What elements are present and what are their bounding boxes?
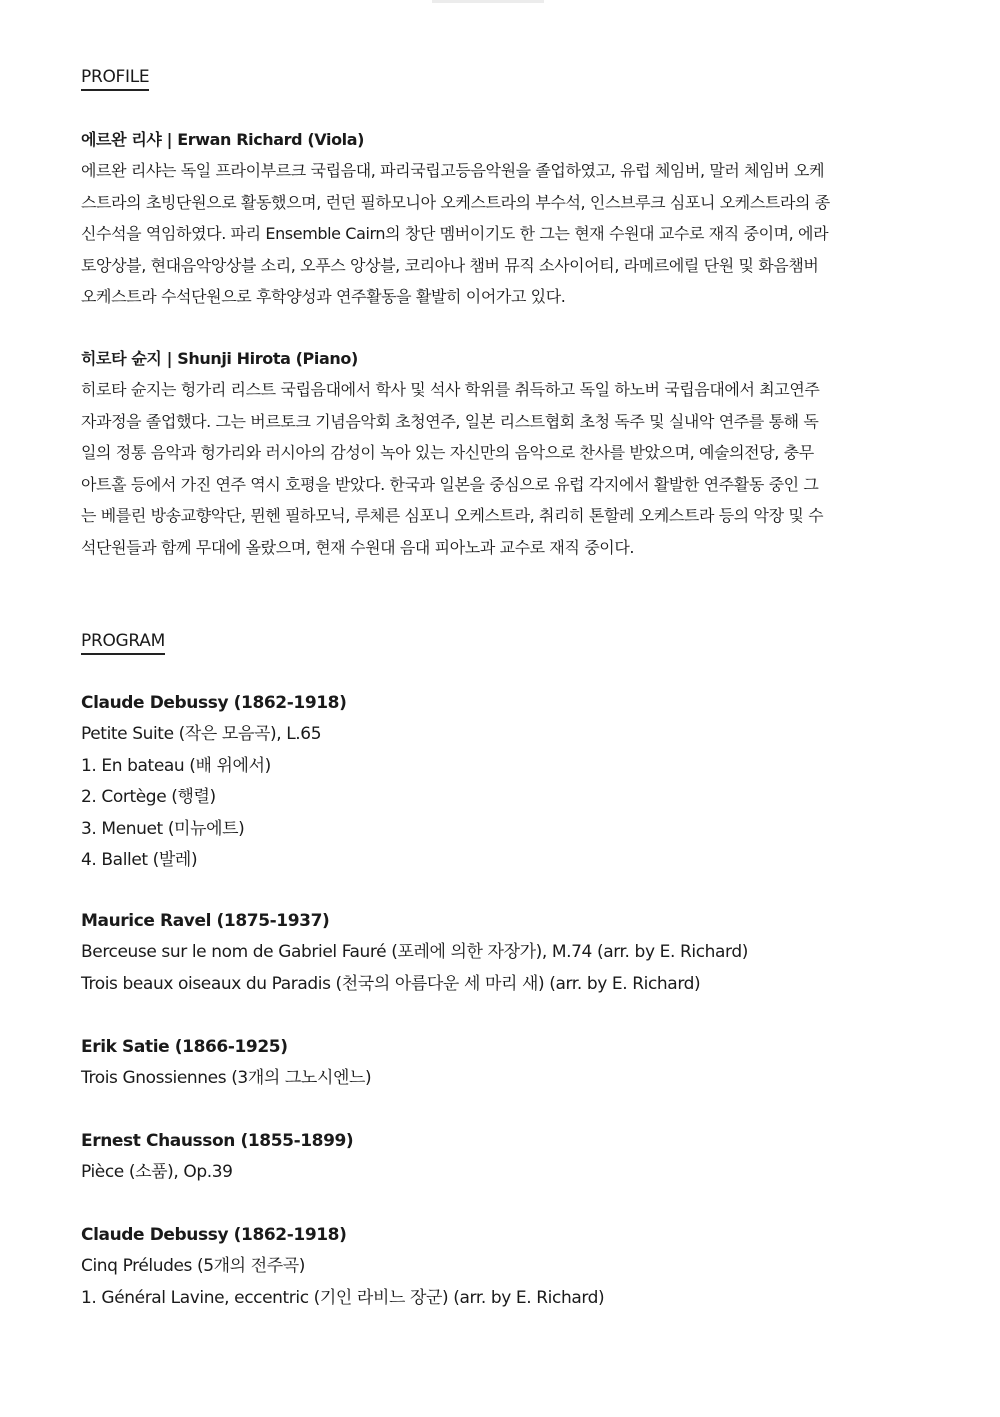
program-piece-chausson (81, 1126, 921, 1189)
artist-name: 에르완 리샤 | Erwan Richard (Viola) (81, 130, 365, 149)
work-title: Pièce (소품), Op.39 (81, 1162, 233, 1183)
program-heading: PROGRAM (81, 630, 165, 655)
movement-title: 2. Cortège (행렬) (81, 787, 216, 808)
work-title: Trois beaux oiseaux du Paradis (천국의 아름다운 세 마리 새) (arr. by E. Richard) (81, 973, 701, 994)
bio-line: 일의 정통 음악과 헝가리와 러시아의 감성이 녹아 있는 자신만의 음악으로 찬사를 받았으며, 예술의전당, 충무 (81, 443, 814, 463)
bio-line: 신수석을 역임하였다. 파리 Ensemble Cairn의 창단 멤버이기도 한 그는 현재 수원대 교수로 재직 중이며, 에라 (81, 224, 829, 244)
top-edge-tab (432, 0, 544, 3)
artist-bio-shunji-hirota (81, 343, 901, 564)
bio-line: 토앙상블, 현대음악앙상블 소리, 오푸스 앙상블, 코리아나 챔버 뮤직 소사이어티, 라메르에릴 단원 및 화음챔버 (81, 255, 819, 275)
bio-line: 에르완 리샤는 독일 프라이부르크 국립음대, 파리국립고등음악원을 졸업하였고, 유럽 체임버, 말러 체임버 오케 (81, 161, 825, 180)
program-piece-debussy-preludes (81, 1220, 921, 1314)
work-title: Berceuse sur le nom de Gabriel Fauré (포레에 의한 자장가), M.74 (arr. by E. Richard) (81, 942, 748, 963)
composer-name: Claude Debussy (1862-1918) (81, 1225, 347, 1245)
artist-name: 히로타 슌지 | Shunji Hirota (Piano) (81, 349, 358, 368)
movement-title: 1. Général Lavine, eccentric (기인 라비느 장군) (arr. by E. Richard) (81, 1287, 605, 1308)
composer-name: Claude Debussy (1862-1918) (81, 693, 347, 713)
work-title: Petite Suite (작은 모음곡), L.65 (81, 724, 322, 745)
bio-line: 스트라의 초빙단원으로 활동했으며, 런던 필하모니아 오케스트라의 부수석, 인스브루크 심포니 오케스트라의 종 (81, 192, 830, 212)
movement-title: 1. En bateau (배 위에서) (81, 755, 271, 776)
program-piece-debussy-petite-suite (81, 688, 921, 876)
composer-name: Ernest Chausson (1855-1899) (81, 1131, 354, 1151)
movement-title: 4. Ballet (발레) (81, 850, 198, 871)
bio-line: 아트홀 등에서 가진 연주 역시 호평을 받았다. 한국과 일본을 중심으로 유럽 각지에서 활발한 연주활동 중인 그 (81, 474, 819, 494)
movement-title: 3. Menuet (미뉴에트) (81, 818, 245, 839)
work-title: Trois Gnossiennes (3개의 그노시엔느) (81, 1068, 372, 1089)
composer-name: Maurice Ravel (1875-1937) (81, 911, 330, 931)
program-piece-satie (81, 1032, 921, 1095)
bio-line: 오케스트라 수석단원으로 후학양성과 연주활동을 활발히 이어가고 있다. (81, 287, 566, 307)
bio-line: 히로타 슌지는 헝가리 리스트 국립음대에서 학사 및 석사 학위를 취득하고 독일 하노버 국립음대에서 최고연주 (81, 380, 820, 399)
bio-line: 는 베를린 방송교향악단, 뮌헨 필하모닉, 루체른 심포니 오케스트라, 취리히 톤할레 오케스트라 등의 악장 및 수 (81, 506, 824, 526)
program-piece-ravel (81, 906, 921, 1000)
work-title: Cinq Préludes (5개의 전주곡) (81, 1256, 305, 1277)
bio-line: 석단원들과 함께 무대에 올랐으며, 현재 수원대 음대 피아노과 교수로 재직 중이다. (81, 537, 635, 557)
composer-name: Erik Satie (1866-1925) (81, 1037, 288, 1057)
bio-line: 자과정을 졸업했다. 그는 버르토크 기념음악회 초청연주, 일본 리스트협회 초청 독주 및 실내악 연주를 통해 독 (81, 411, 819, 431)
profile-heading: PROFILE (81, 66, 149, 91)
artist-bio-erwan-richard (81, 124, 901, 313)
